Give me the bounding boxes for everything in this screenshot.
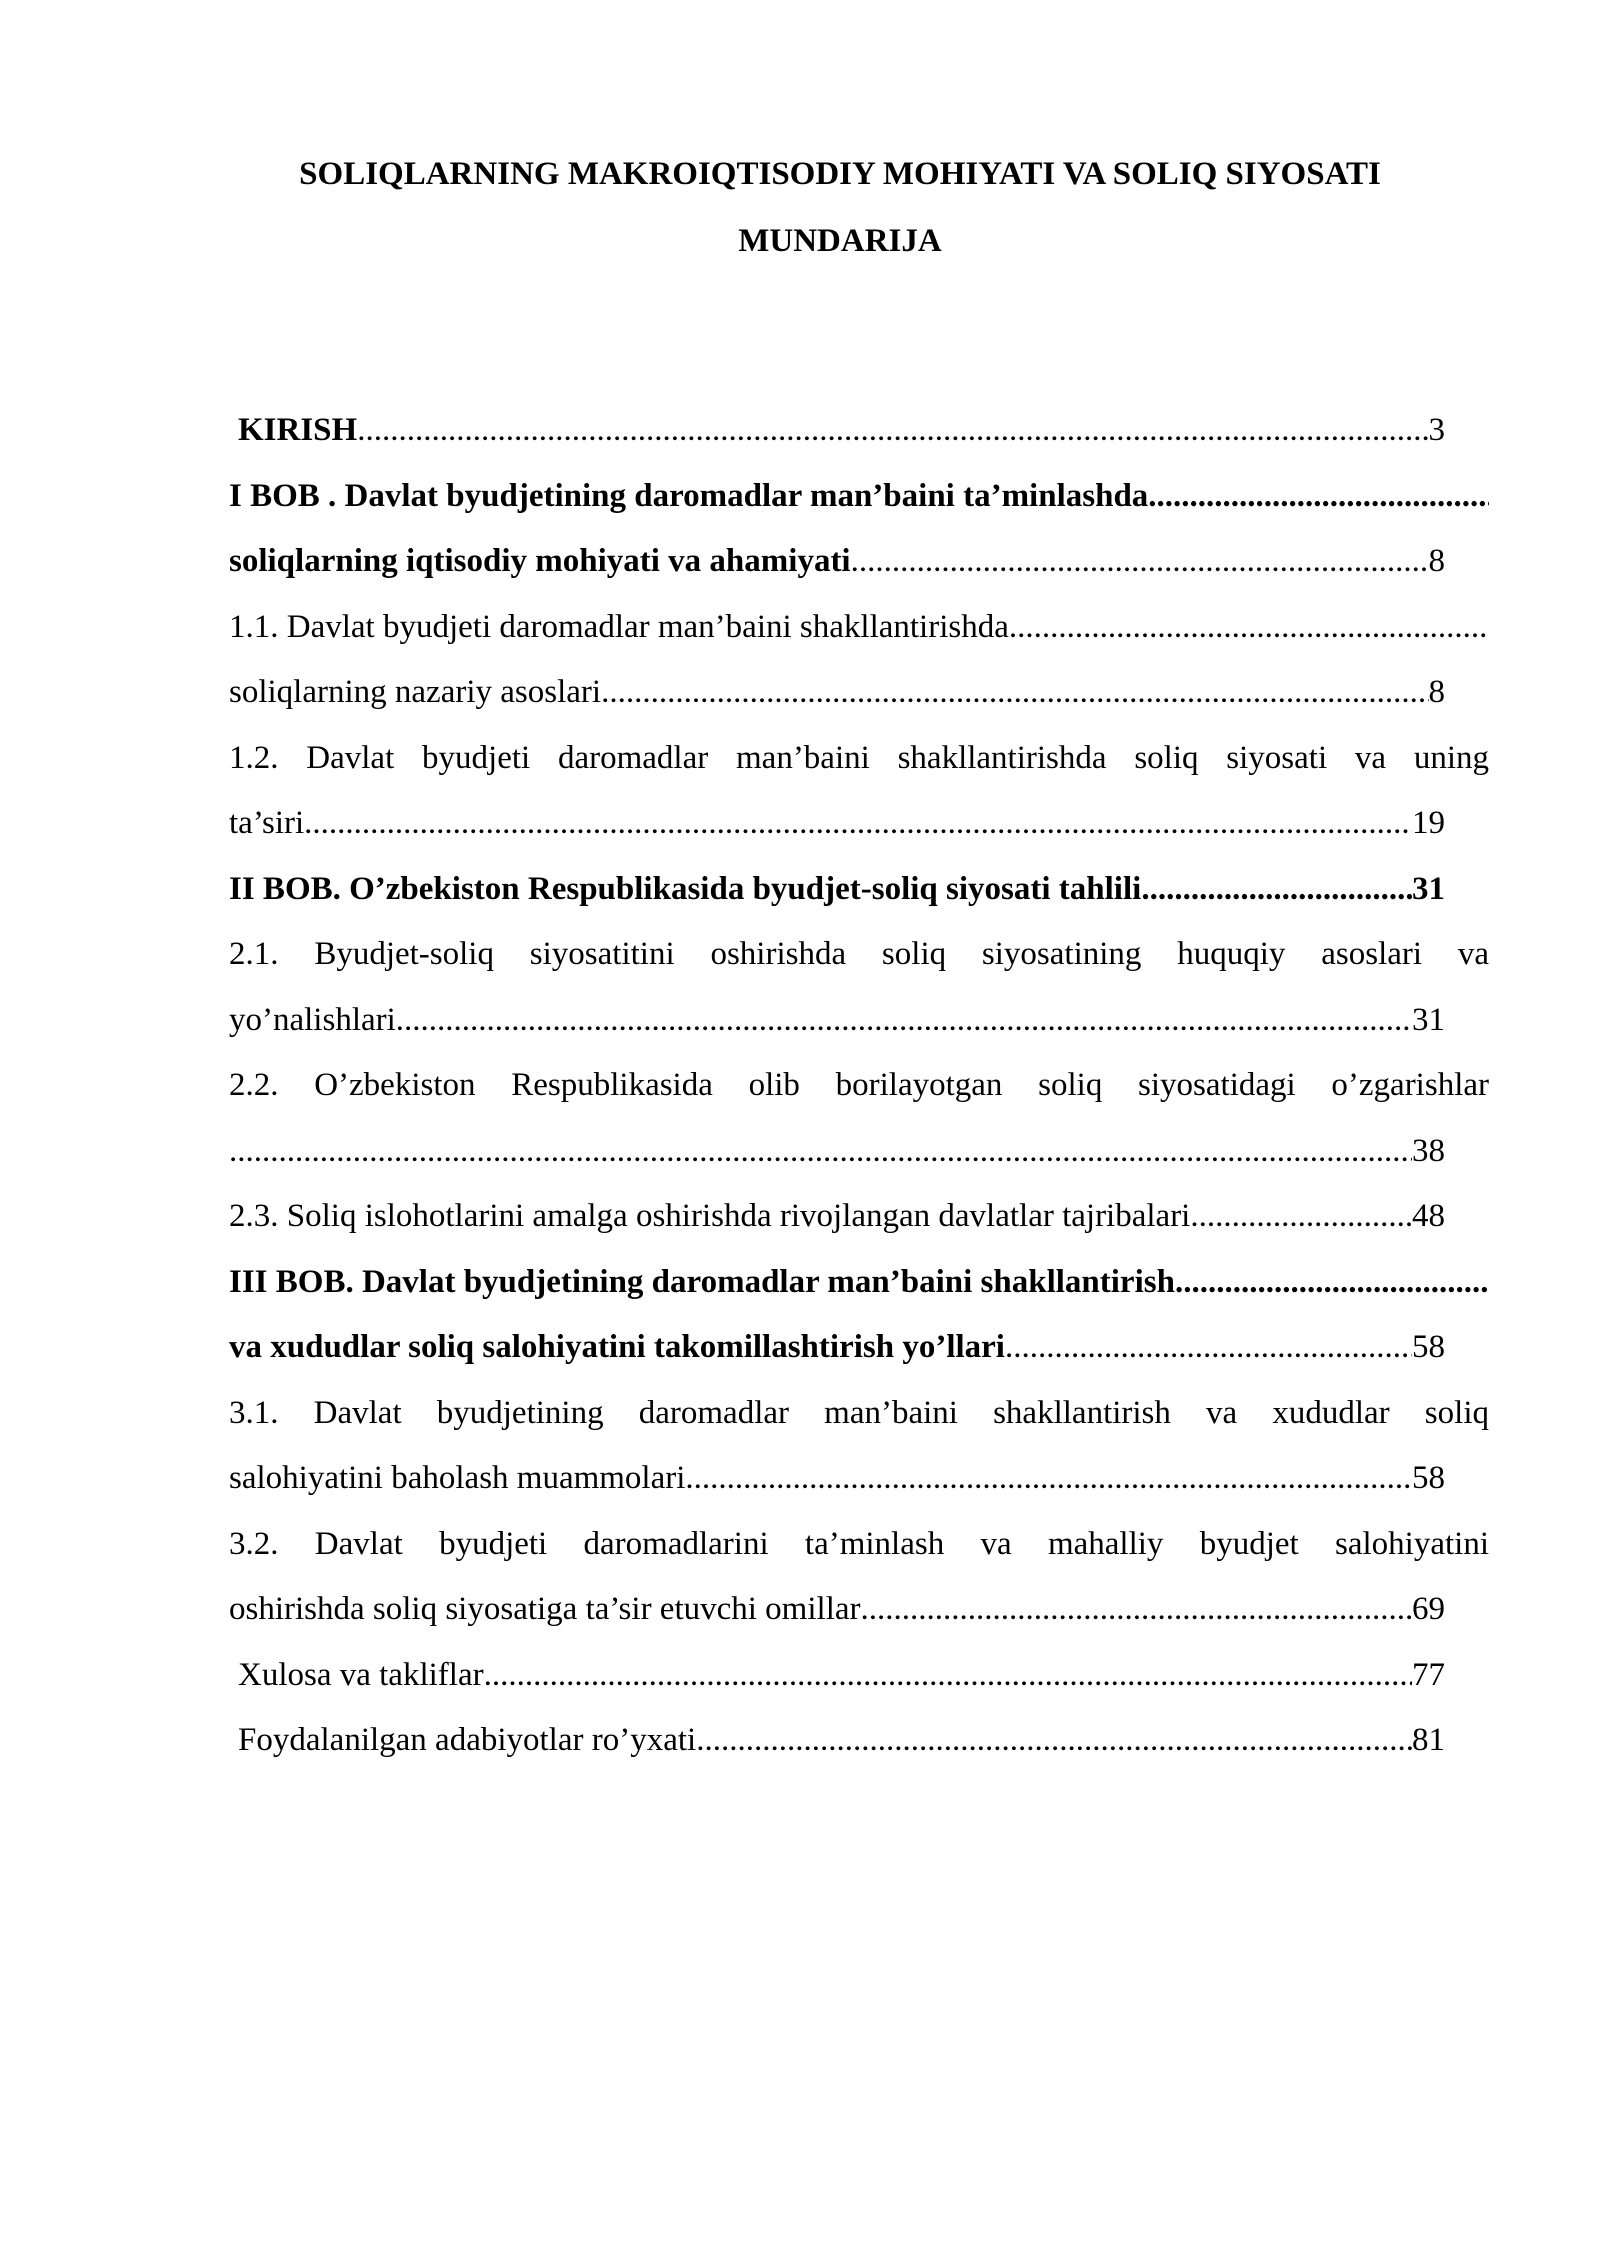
toc-entry-page: 48 [1412, 1198, 1445, 1234]
dot-leader [1005, 1315, 1412, 1381]
toc-entry-page: 31 [1412, 1001, 1445, 1038]
document-title: SOLIQLARNING MAKROIQTISODIY MOHIYATI VA SOLIQ SIYOSATI [299, 156, 1381, 192]
dot-leader [861, 1577, 1413, 1643]
toc-entry-2-1-cont [229, 988, 1489, 1054]
toc-entry-conclusion [229, 1643, 1489, 1709]
dot-leader [851, 529, 1429, 595]
toc-entry-text: 2.1. Byudjet-soliq siyosatitini oshirishda soliq siyosatining huquqiy asoslari va [229, 936, 1489, 972]
toc-entry-page: 8 [1428, 674, 1445, 710]
contents-heading: MUNDARIJA [738, 223, 942, 259]
toc-entry-text: oshirishda soliq siyosatiga ta’sir etuvchi omillar [229, 1591, 861, 1627]
toc-entry-page: 58 [1412, 1460, 1445, 1496]
toc-entry-1-1-cont [229, 660, 1489, 726]
dot-leader [357, 398, 1428, 464]
toc-entry-text: 2.3. Soliq islohotlarini amalga oshirishda rivojlangan davlatlar tajribalari [229, 1198, 1191, 1234]
toc-entry-text: yo’nalishlari [229, 1001, 396, 1038]
toc-entry-3-1-cont [229, 1446, 1489, 1512]
toc-entry-chapter-3 [229, 1250, 1489, 1316]
toc-entry-text: Xulosa va takliflar [238, 1656, 484, 1693]
toc-entry-page: 81 [1412, 1722, 1445, 1758]
toc-entry-page: 8 [1428, 543, 1445, 579]
dot-leader [1141, 857, 1412, 923]
toc-entry-text: 3.2. Davlat byudjeti daromadlarini ta’minlash va mahalliy byudjet salohiyatini [229, 1525, 1489, 1562]
toc-entry-1-1 [229, 595, 1489, 661]
toc-entry-2-1 [229, 922, 1489, 988]
toc-entry-text: ta’siri [229, 805, 305, 841]
toc-entry-page: 31 [1412, 870, 1445, 907]
dot-leader [696, 1708, 1412, 1774]
dot-leader [229, 1119, 1412, 1185]
dot-leader [1148, 464, 1489, 530]
toc-entry-text: soliqlarning nazariy asoslari [229, 674, 602, 710]
toc-entry-text: KIRISH [238, 412, 358, 448]
toc-entry-page: 77 [1412, 1656, 1445, 1693]
toc-entry-page: 38 [1412, 1132, 1445, 1169]
toc-entry-3-1 [229, 1381, 1489, 1447]
toc-entry-3-2-cont [229, 1577, 1489, 1643]
toc-entry-text: va xududlar soliq salohiyatini takomillashtirish yo’llari [229, 1329, 1005, 1365]
toc-entry-2-2 [229, 1053, 1489, 1119]
toc-entry-text: I BOB . Davlat byudjetining daromadlar man’baini ta’minlashda [229, 477, 1149, 514]
toc-entry-bibliography [229, 1708, 1489, 1774]
toc-entry-chapter-2 [229, 857, 1489, 923]
toc-entry-2-2-cont [229, 1119, 1489, 1185]
toc-entry-page: 19 [1412, 805, 1445, 841]
toc-entry-page: 69 [1412, 1591, 1445, 1627]
toc-entry-text: III BOB. Davlat byudjetining daromadlar man’baini shakllantirish [229, 1263, 1175, 1300]
toc-entry-text: 3.1. Davlat byudjetining daromadlar man’baini shakllantirish va xududlar soliq [229, 1394, 1489, 1431]
toc-entry-kirish [229, 398, 1489, 464]
dot-leader [1009, 595, 1489, 661]
toc-entry-text: 1.1. Davlat byudjeti daromadlar man’baini shakllantirishda [229, 608, 1009, 645]
toc-entry-1-2-cont [229, 791, 1489, 857]
dot-leader [601, 660, 1428, 726]
dot-leader [1190, 1184, 1412, 1250]
toc-entry-2-3 [229, 1184, 1489, 1250]
toc-entry-chapter-1-cont [229, 529, 1489, 595]
toc-entry-text: II BOB. O’zbekiston Respublikasida byudjet-soliq siyosati tahlili [229, 870, 1142, 907]
dot-leader [685, 1446, 1412, 1512]
toc-entry-text: 2.2. O’zbekiston Respublikasida olib borilayotgan soliq siyosatidagi o’zgarishlar [229, 1067, 1489, 1103]
toc-entry-1-2 [229, 726, 1489, 792]
toc-entry-text: soliqlarning iqtisodiy mohiyati va ahamiyati [229, 543, 851, 579]
toc-entry-page: 58 [1412, 1329, 1445, 1365]
table-of-contents [229, 398, 1489, 1774]
toc-entry-3-2 [229, 1512, 1489, 1578]
toc-entry-text: 1.2. Davlat byudjeti daromadlar man’baini shakllantirishda soliq siyosati va uning [229, 739, 1489, 776]
dot-leader [484, 1643, 1412, 1709]
dot-leader [1175, 1250, 1489, 1316]
dot-leader [304, 791, 1412, 857]
toc-entry-text: Foydalanilgan adabiyotlar ro’yxati [238, 1722, 697, 1758]
toc-entry-chapter-1 [229, 464, 1489, 530]
toc-entry-chapter-3-cont [229, 1315, 1489, 1381]
dot-leader [396, 988, 1412, 1054]
toc-entry-text: salohiyatini baholash muammolari [229, 1460, 686, 1496]
toc-entry-page: 3 [1428, 412, 1445, 448]
